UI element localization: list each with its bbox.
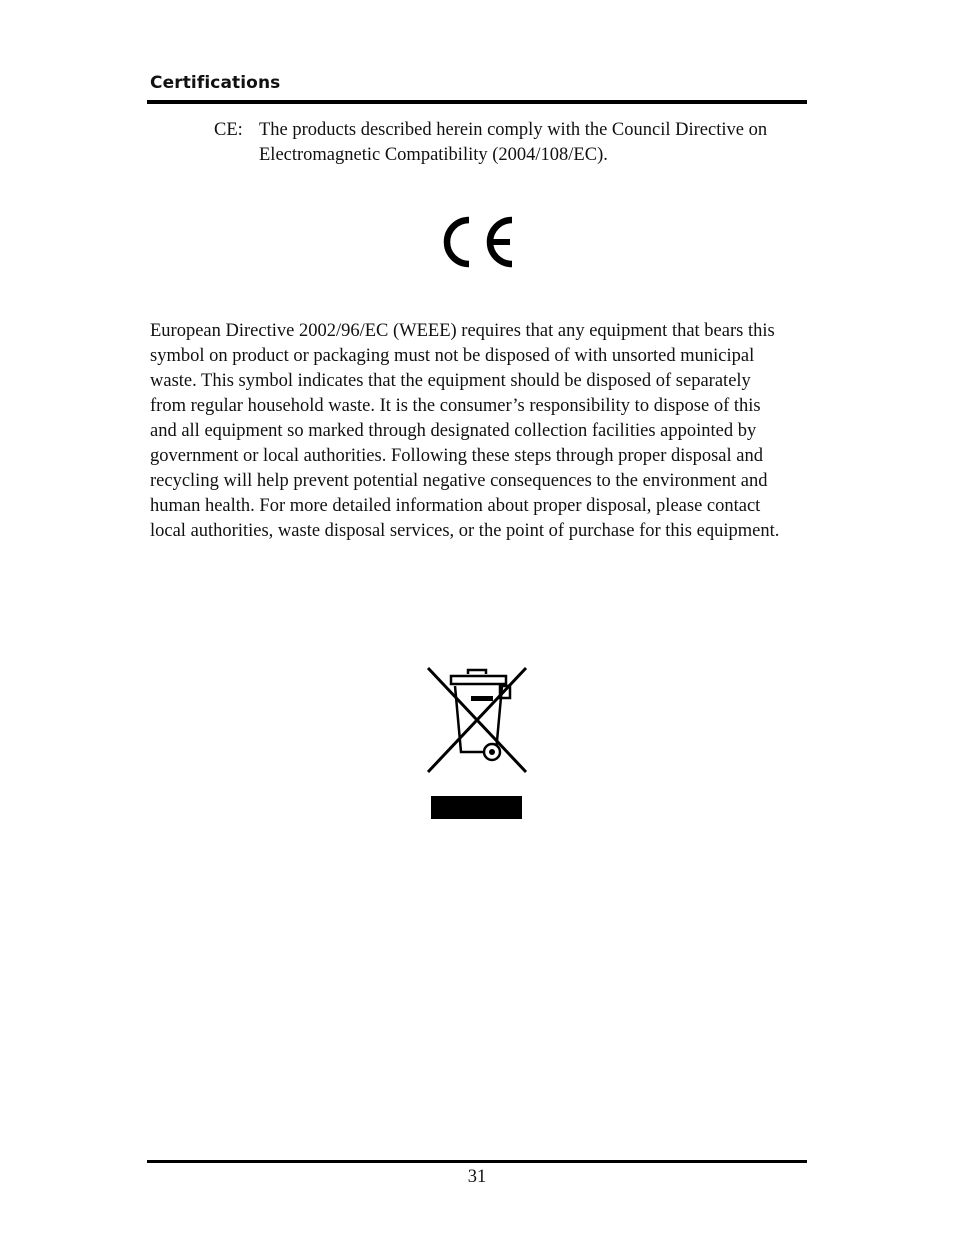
ce-mark-icon bbox=[438, 214, 516, 270]
ce-label: CE: bbox=[214, 120, 243, 140]
weee-bar bbox=[431, 796, 522, 819]
weee-line: from regular household waste. It is the consumer’s responsibility to dispose of this bbox=[150, 396, 761, 416]
weee-line: symbol on product or packaging must not be disposed of with unsorted municipal bbox=[150, 346, 755, 366]
weee-paragraph bbox=[150, 319, 810, 544]
header-rule bbox=[147, 100, 807, 104]
section-title: Certifications bbox=[150, 73, 281, 93]
ce-text-line: Electromagnetic Compatibility (2004/108/EC). bbox=[259, 145, 608, 165]
weee-line: government or local authorities. Following these steps through proper disposal and bbox=[150, 446, 763, 466]
weee-line: local authorities, waste disposal services, or the point of purchase for this equipment. bbox=[150, 521, 780, 541]
weee-line: European Directive 2002/96/EC (WEEE) requires that any equipment that bears this bbox=[150, 321, 775, 341]
weee-line: human health. For more detailed information about proper disposal, please contact bbox=[150, 496, 761, 516]
footer-rule bbox=[147, 1160, 807, 1163]
weee-line: recycling will help prevent potential negative consequences to the environment and bbox=[150, 471, 768, 491]
weee-line: waste. This symbol indicates that the equipment should be disposed of separately bbox=[150, 371, 751, 391]
ce-text-line: The products described herein comply with the Council Directive on bbox=[259, 120, 768, 140]
crossed-out-wheelie-bin-icon bbox=[424, 664, 530, 776]
ce-text bbox=[259, 118, 804, 168]
weee-line: and all equipment so marked through designated collection facilities appointed by bbox=[150, 421, 757, 441]
page-number: 31 bbox=[467, 1167, 487, 1187]
